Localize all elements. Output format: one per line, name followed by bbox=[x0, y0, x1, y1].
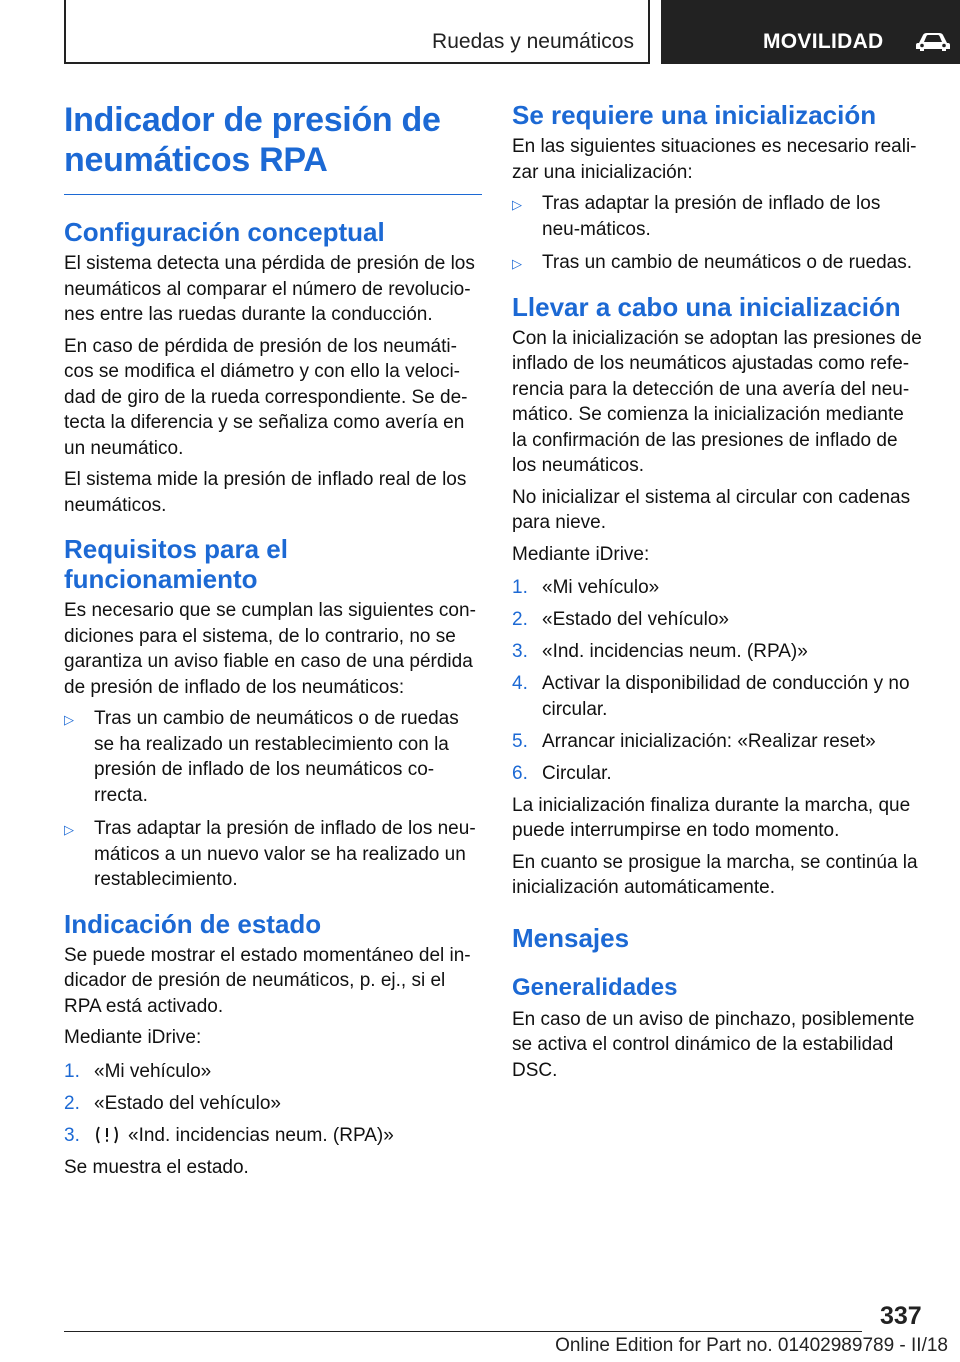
triangle-bullet-icon: ▷ bbox=[512, 256, 522, 271]
header-section-frame bbox=[64, 0, 650, 64]
heading-llevar-a-cabo: Llevar a cabo una inicialización bbox=[512, 291, 901, 322]
paragraph: No inicializar el sistema al circular con cadenas para nieve. bbox=[512, 486, 911, 533]
paragraph: En caso de pérdida de presión de los neumáti‐cos se modifica el diámetro y con ello la veloci‐dad de giro de la rueda correspondiente. Se de‐tecta la diferencia y se señaliza como avería en un neumático. bbox=[64, 335, 468, 459]
list-item: 3. «Ind. incidencias neum. (RPA)» bbox=[512, 641, 808, 662]
list-item: 2. «Estado del vehículo» bbox=[512, 609, 729, 630]
heading-mensajes: Mensajes bbox=[512, 922, 630, 953]
list-item: 1. «Mi vehículo» bbox=[512, 577, 660, 598]
idrive-steps-list bbox=[64, 1059, 482, 1149]
paragraph: En caso de un aviso de pinchazo, posiblemente se activa el control dinámico de la estabilidad DSC. bbox=[512, 1008, 915, 1081]
chapter-label: MOVILIDAD bbox=[763, 30, 884, 53]
triangle-bullet-icon: ▷ bbox=[512, 197, 522, 212]
right-column bbox=[512, 100, 922, 1089]
heading-requiere-inicializacion: Se requiere una inicialización bbox=[512, 100, 877, 130]
page-number: 337 bbox=[880, 1302, 922, 1330]
paragraph: Es necesario que se cumplan las siguientes con‐diciones para el sistema, de lo contrario, no se garantiza un aviso fiable en caso de una pérdida de presión de inflado de los neumáticos: bbox=[64, 600, 476, 698]
list-item: 3. «Ind. incidencias neum. (RPA)» bbox=[64, 1124, 394, 1146]
title-rule bbox=[64, 194, 482, 195]
list-item: ▷ Tras un cambio de neumáticos o de ruedas. bbox=[512, 250, 922, 276]
paragraph: El sistema detecta una pérdida de presión de los neumáticos al comparar el número de revolucio‐nes entre las ruedas durante la conducción. bbox=[64, 253, 475, 325]
heading-indicacion-estado: Indicación de estado bbox=[64, 908, 322, 939]
section-title: Ruedas y neumáticos bbox=[432, 30, 634, 53]
triangle-bullet-icon: ▷ bbox=[64, 712, 74, 727]
page-title: Indicador de presión de neumáticos RPA bbox=[64, 101, 441, 179]
edition-text: Online Edition for Part no. 01402989789 - II/18 bbox=[555, 1335, 948, 1356]
list-item: 1. «Mi vehículo» bbox=[64, 1060, 212, 1082]
heading-requisitos: Requisitos para el funcionamiento bbox=[64, 534, 288, 594]
list-item: ▷ Tras adaptar la presión de inflado de los neu‐máticos a un nuevo valor se ha realizado un restablecimiento. bbox=[64, 818, 476, 890]
paragraph: Mediante iDrive: bbox=[512, 543, 650, 565]
list-item: 5. Arrancar inicialización: «Realizar reset» bbox=[512, 730, 876, 752]
list-item: 4. Activar la disponibilidad de conducción y no circular. bbox=[512, 673, 910, 720]
footer-rule bbox=[64, 1331, 862, 1332]
chapter-tab[interactable] bbox=[661, 0, 960, 64]
paragraph: Mediante iDrive: bbox=[64, 1027, 202, 1048]
paragraph: La inicialización finaliza durante la marcha, que puede interrumpirse en todo momento. bbox=[512, 794, 911, 841]
tire-warning-icon bbox=[94, 1125, 120, 1145]
triangle-bullet-icon: ▷ bbox=[64, 822, 74, 837]
list-item: ▷ Tras un cambio de neumáticos o de ruedas se ha realizado un restablecimiento con la presión de inflado de los neumáticos co‐rrecta. bbox=[64, 708, 459, 806]
subheading-generalidades: Generalidades bbox=[512, 973, 678, 1001]
heading-configuracion: Configuración conceptual bbox=[64, 217, 385, 247]
paragraph: Se puede mostrar el estado momentáneo del in‐dicador de presión de neumáticos, p. ej., si el RPA está activado. bbox=[64, 944, 471, 1017]
list-item: 6. Circular. bbox=[512, 762, 612, 784]
paragraph: En las siguientes situaciones es necesario reali‐zar una inicialización: bbox=[512, 136, 917, 183]
list-item: 2. «Estado del vehículo» bbox=[64, 1092, 281, 1114]
paragraph: Con la inicialización se adoptan las presiones de inflado de los neumáticos ajustadas como refe‐rencia para la detección de una avería del neu‐mático. Se comienza la inicialización mediante la confirmación de las presiones de inflado de los neumáticos. bbox=[512, 327, 922, 476]
paragraph: Se muestra el estado. bbox=[64, 1156, 249, 1178]
requisitos-list bbox=[64, 706, 482, 893]
car-icon bbox=[915, 29, 951, 53]
left-column bbox=[64, 100, 482, 1186]
inicializacion-steps-list bbox=[512, 575, 922, 786]
situaciones-list bbox=[512, 191, 922, 276]
list-item: ▷ Tras adaptar la presión de inflado de los neu‐máticos. bbox=[512, 193, 881, 240]
paragraph: El sistema mide la presión de inflado real de los neumáticos. bbox=[64, 469, 467, 516]
paragraph: En cuanto se prosigue la marcha, se continúa la inicialización automáticamente. bbox=[512, 851, 918, 898]
